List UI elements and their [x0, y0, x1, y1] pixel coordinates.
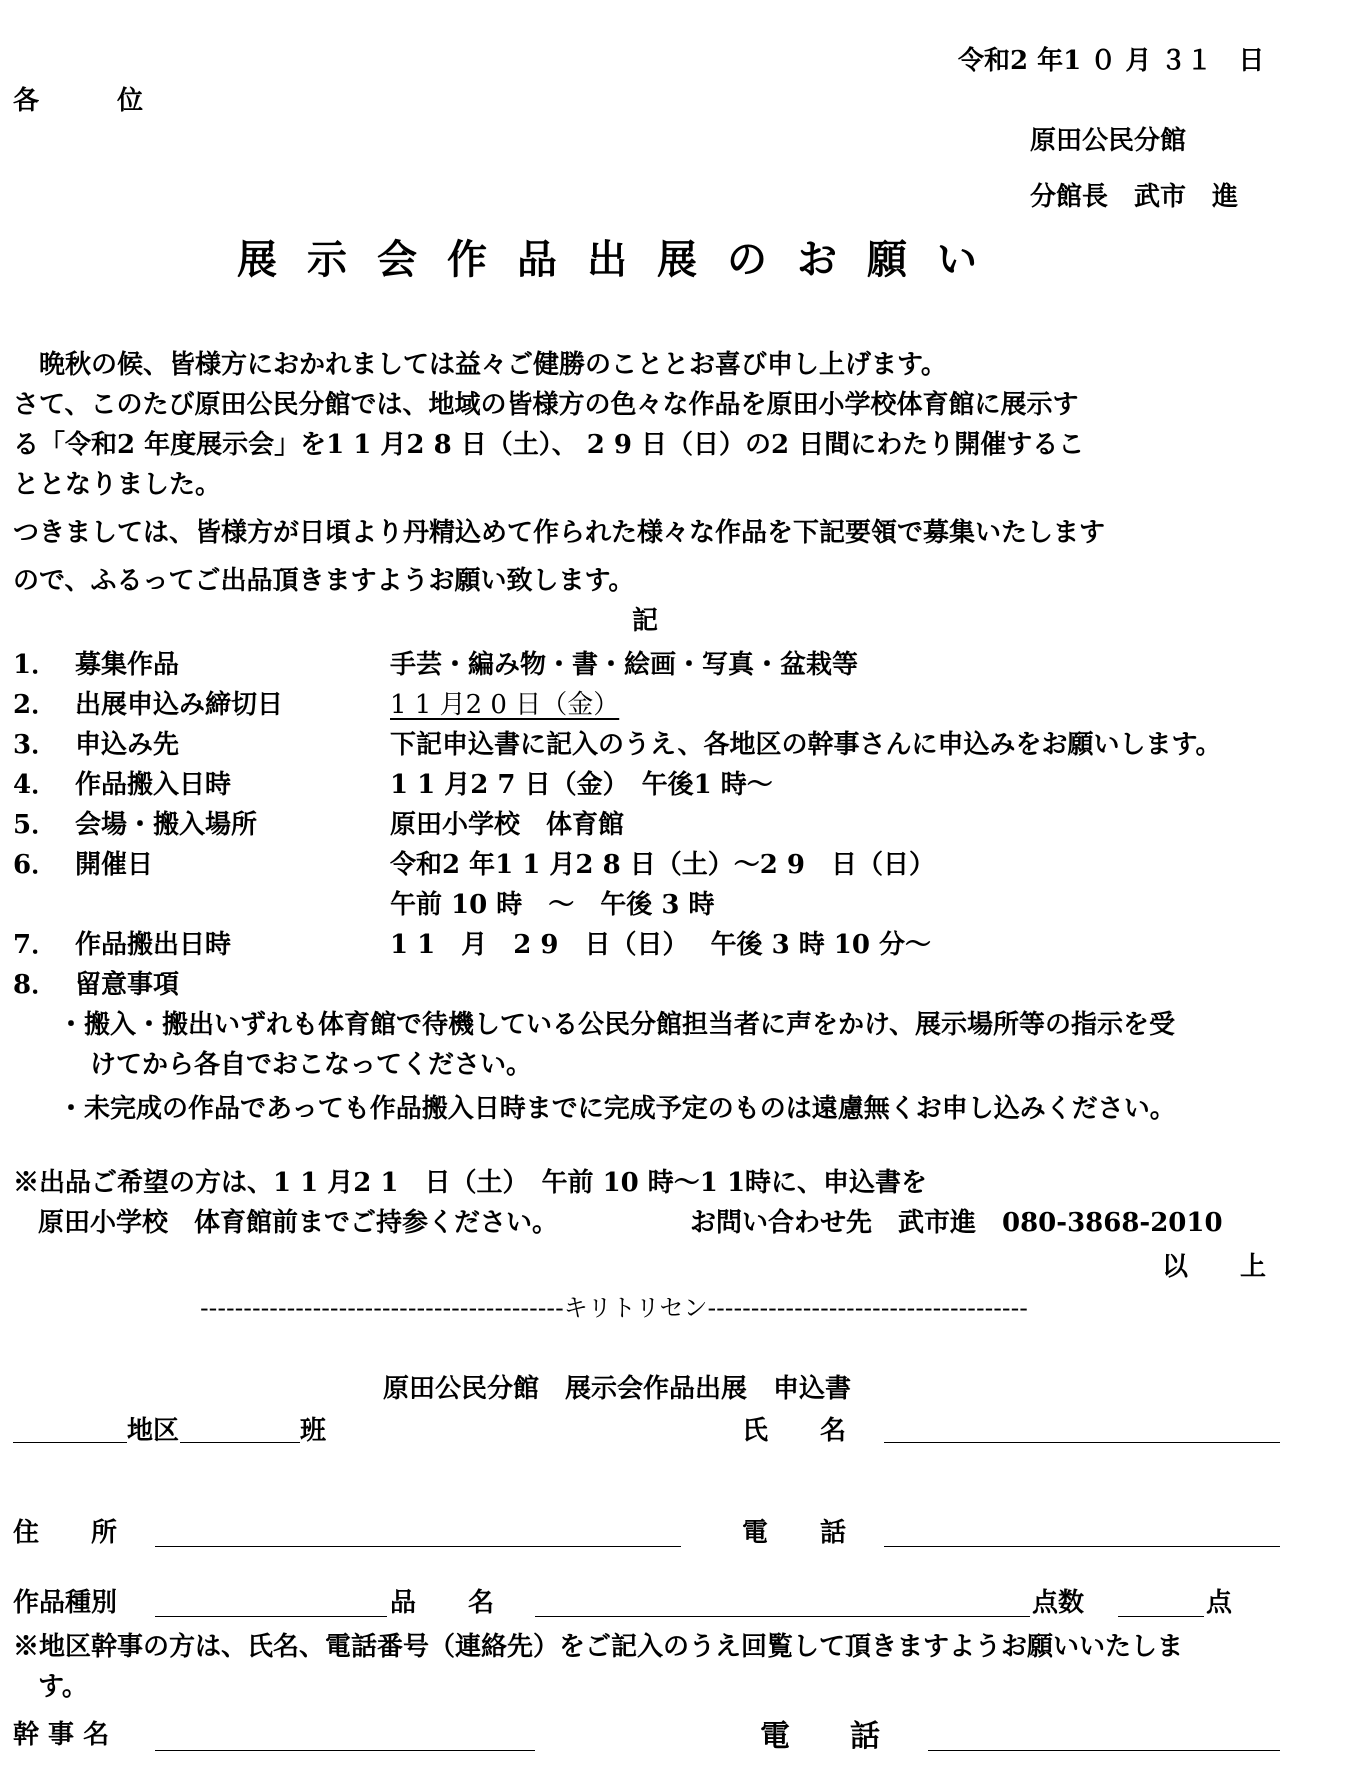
- body-line-6: ので、ふるってご出品頂きますようお願い致します。: [13, 566, 635, 596]
- body-line-3: る「令和2 年度展示会」を1 1 月2 8 日（土）、 2 9 日（日）の2 日間にわたり開催するこ: [13, 430, 1085, 460]
- item-value: 原田小学校 体育館: [390, 810, 625, 840]
- item-number: 1．: [13, 650, 58, 680]
- count-unit: 点: [1206, 1588, 1233, 1618]
- document-date: 令和2 年1 ０ 月 ３１ 日: [958, 46, 1265, 76]
- list-item: [13, 852, 153, 878]
- category-field[interactable]: [155, 1616, 387, 1617]
- name-label: 氏 名: [742, 1416, 847, 1446]
- note-line-3: ・未完成の作品であっても作品搬入日時までに完成予定のものは遠慮無くお申し込みください。: [58, 1094, 1176, 1124]
- secretary-name-label: 幹 事 名: [13, 1720, 110, 1750]
- form-title: 原田公民分館 展示会作品出展 申込書: [383, 1374, 852, 1404]
- phone-field[interactable]: [884, 1546, 1280, 1547]
- ki-heading: 記: [632, 606, 659, 636]
- item-number: 3．: [13, 730, 58, 760]
- body-line-4: ととなりました。: [13, 470, 222, 500]
- item-number: 5．: [13, 810, 58, 840]
- secretary-note-line-1: ※地区幹事の方は、氏名、電話番号（連絡先）をご記入のうえ回覧して頂きますようお願いいたしま: [13, 1632, 1184, 1662]
- note-line-2: けてから各自でおこなってください。: [90, 1050, 533, 1080]
- item-value: 手芸・編み物・書・絵画・写真・盆栽等: [390, 650, 859, 680]
- list-item: [13, 652, 179, 678]
- item-number: 2．: [13, 690, 58, 720]
- note-line-1: ・搬入・搬出いずれも体育館で待機している公民分館担当者に声をかけ、展示場所等の指示を受: [58, 1010, 1175, 1040]
- item-number: 4．: [13, 770, 58, 800]
- phone-label: 電 話: [742, 1518, 847, 1548]
- item-value: 1 1 月 2 9 日（日） 午後 3 時 10 分～: [390, 930, 931, 960]
- secretary-phone-field[interactable]: [928, 1750, 1280, 1751]
- list-item: [13, 972, 179, 998]
- contact-info: お問い合わせ先 武市進 080-3868-2010: [690, 1208, 1223, 1238]
- notice-line-1: ※出品ご希望の方は、1 1 月2 1 日（土） 午前 10 時～1 1時に、申込書を: [13, 1168, 928, 1198]
- item-value: 令和2 年1 1 月2 8 日（土）～2 9 日（日）: [390, 850, 935, 880]
- item-value-time: 午前 10 時 ～ 午後 3 時: [390, 890, 715, 920]
- secretary-phone-label: 電 話: [760, 1719, 880, 1754]
- item-label: 留意事項: [75, 970, 180, 1000]
- deadline-value: 1 1 月2 0 日（金）: [390, 690, 620, 720]
- item-label: 出展申込み締切日: [75, 690, 284, 720]
- group-label: 班: [300, 1416, 327, 1446]
- address-field[interactable]: [155, 1546, 681, 1547]
- addressee: 各 位: [13, 86, 144, 116]
- body-line-1: 晩秋の候、皆様方におかれましては益々ご健勝のこととお喜び申し上げます。: [13, 350, 947, 380]
- body-line-5: つきましては、皆様方が日頃より丹精込めて作られた様々な作品を下記要領で募集いたします: [13, 518, 1106, 548]
- secretary-name-field[interactable]: [155, 1750, 535, 1751]
- name-field[interactable]: [884, 1442, 1280, 1443]
- notice-line-2: 原田小学校 体育館前までご持参ください。: [38, 1208, 559, 1238]
- cut-line: ------------------------------------------キリトリセン-------------------------------------: [200, 1294, 1028, 1322]
- count-label: 点数: [1032, 1588, 1085, 1618]
- list-item: [13, 732, 179, 758]
- count-field[interactable]: [1118, 1616, 1204, 1617]
- sender-organization: 原田公民分館: [1030, 126, 1187, 156]
- item-name-field[interactable]: [535, 1616, 1030, 1617]
- item-number: 7．: [13, 930, 58, 960]
- secretary-note-line-2: す。: [38, 1672, 88, 1702]
- item-label: 会場・搬入場所: [75, 810, 258, 840]
- list-item: [13, 932, 231, 958]
- item-number: 6．: [13, 850, 58, 880]
- category-label: 作品種別: [13, 1588, 118, 1618]
- group-field[interactable]: [180, 1442, 300, 1443]
- body-line-2: さて、このたび原田公民分館では、地域の皆様方の色々な作品を原田小学校体育館に展示す: [13, 390, 1079, 420]
- list-item: [13, 812, 257, 838]
- item-label: 開催日: [75, 850, 154, 880]
- item-value: 1 1 月2 7 日（金） 午後1 時～: [390, 770, 773, 800]
- item-label: 募集作品: [75, 650, 180, 680]
- list-item: [13, 692, 283, 718]
- item-number: 8．: [13, 970, 58, 1000]
- closing-mark: 以 上: [1162, 1252, 1267, 1282]
- item-label: 作品搬入日時: [75, 770, 232, 800]
- list-item: [13, 772, 231, 798]
- item-name-label: 品 名: [390, 1588, 495, 1618]
- address-label: 住 所: [13, 1518, 118, 1548]
- district-label: 地区: [127, 1416, 180, 1446]
- item-label: 申込み先: [75, 730, 180, 760]
- sender-name: 分館長 武市 進: [1030, 182, 1239, 212]
- page-title: 展示会作品出展のお願い: [237, 236, 1007, 283]
- item-label: 作品搬出日時: [75, 930, 232, 960]
- district-field[interactable]: [13, 1442, 127, 1443]
- item-value: 下記申込書に記入のうえ、各地区の幹事さんに申込みをお願いします。: [390, 730, 1222, 760]
